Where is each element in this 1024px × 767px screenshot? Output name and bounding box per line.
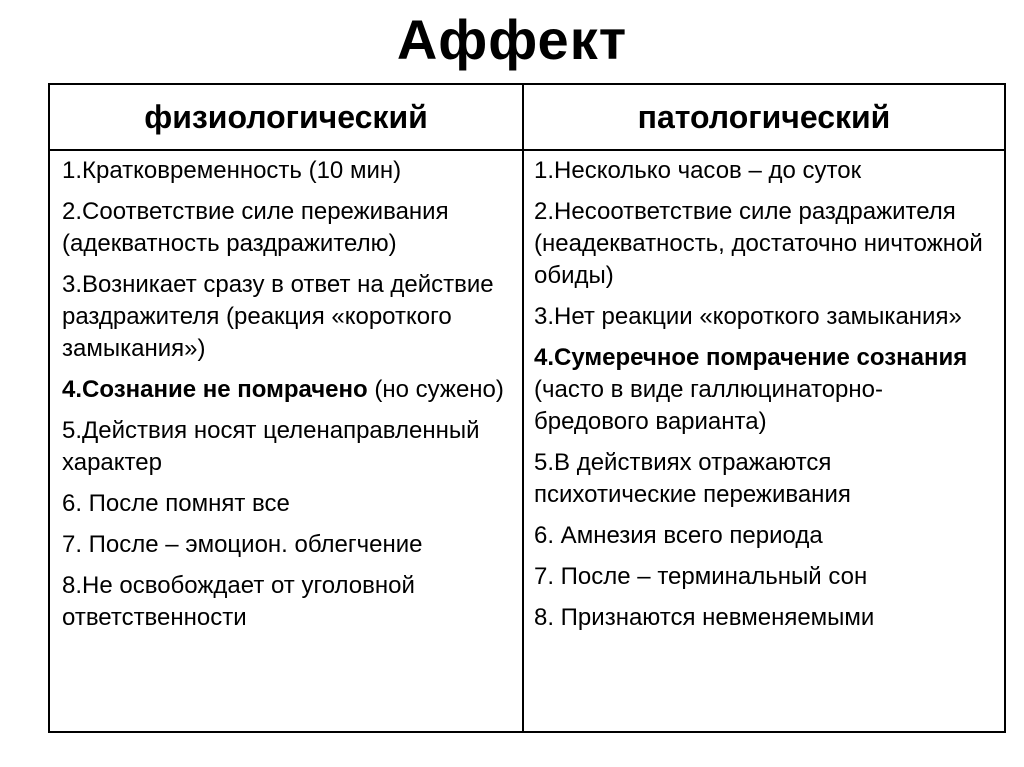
header-pathological: патологический xyxy=(637,98,891,135)
header-physiological: физиологический xyxy=(144,98,428,135)
column-divider xyxy=(522,85,524,731)
item-bold: 4.Сумеречное помрачение сознания xyxy=(534,344,968,371)
item-text: 6. После помнят все xyxy=(62,490,290,517)
item-text: 5.Действия носят целенаправленный характер xyxy=(62,417,480,476)
header-divider xyxy=(50,149,1004,151)
list-item xyxy=(534,602,996,634)
comparison-table xyxy=(48,83,1006,733)
list-item xyxy=(62,570,514,634)
list-item xyxy=(62,155,514,187)
list-item xyxy=(62,196,514,260)
list-item xyxy=(534,520,996,552)
item-bold: 4.Сознание не помрачено xyxy=(62,376,368,403)
item-text: 3.Возникает сразу в ответ на действие раздражителя (реакция «короткого замыкания») xyxy=(62,271,494,362)
physiological-column xyxy=(62,155,514,643)
item-text: 7. После – эмоцион. облегчение xyxy=(62,531,423,558)
item-text: 8.Не освобождает от уголовной ответственности xyxy=(62,572,415,631)
list-item xyxy=(534,155,996,187)
list-item xyxy=(62,269,514,365)
pathological-column xyxy=(534,155,996,643)
item-text: 5.В действиях отражаются психотические переживания xyxy=(534,449,851,508)
item-text: 2.Соответствие силе переживания (адекватность раздражителю) xyxy=(62,198,449,257)
page-title: Аффект xyxy=(396,8,628,71)
item-text: 1.Кратковременность (10 мин) xyxy=(62,157,402,184)
list-item xyxy=(534,561,996,593)
list-item xyxy=(534,447,996,511)
item-text: 1.Несколько часов – до суток xyxy=(534,157,862,184)
list-item xyxy=(534,301,996,333)
item-text: 8. Признаются невменяемыми xyxy=(534,604,875,631)
item-text: 7. После – терминальный сон xyxy=(534,563,868,590)
list-item xyxy=(62,374,514,406)
item-text: 3.Нет реакции «короткого замыкания» xyxy=(534,303,962,330)
item-text: (но сужено) xyxy=(367,376,504,403)
list-item xyxy=(62,415,514,479)
item-text: 2.Несоответствие силе раздражителя (неадекватность, достаточно ничтожной обиды) xyxy=(534,198,983,289)
list-item xyxy=(62,488,514,520)
list-item xyxy=(534,342,996,438)
item-text: 6. Амнезия всего периода xyxy=(534,522,823,549)
list-item xyxy=(62,529,514,561)
list-item xyxy=(534,196,996,292)
item-text: (часто в виде галлюцинаторно-бредового варианта) xyxy=(534,376,883,435)
